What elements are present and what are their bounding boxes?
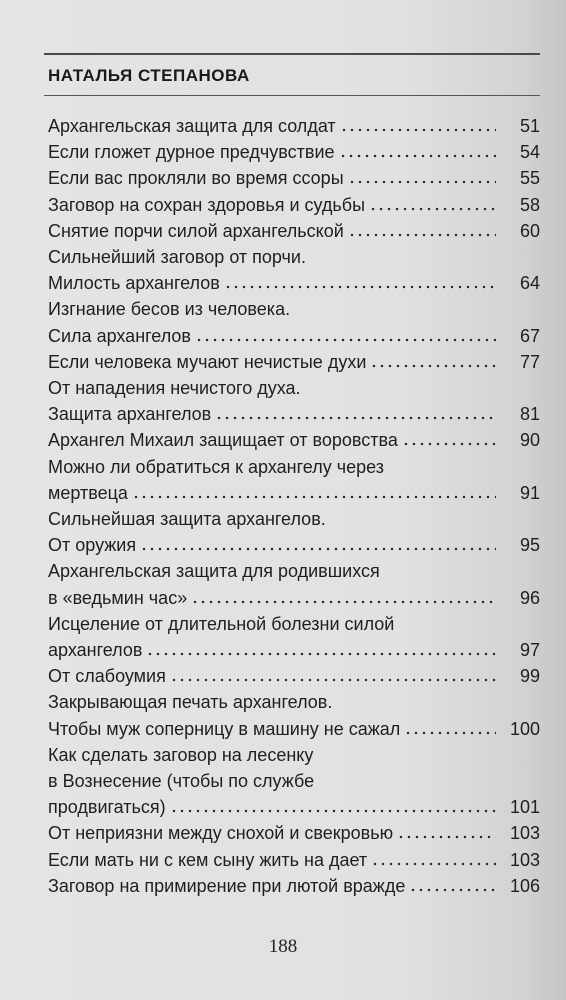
toc-entry-title: Если мать ни с кем сыну жить на дает <box>48 849 368 870</box>
toc-entry <box>48 532 540 558</box>
toc-entry <box>48 218 540 244</box>
toc-page-number: 106 <box>509 875 540 896</box>
toc-entry-line <box>48 349 540 375</box>
toc-entry <box>48 820 540 846</box>
toc-page-number: 67 <box>519 325 540 346</box>
toc-page-number: 51 <box>519 116 540 136</box>
toc-entry <box>48 113 540 139</box>
toc-entry <box>48 139 540 165</box>
dot-leader <box>348 166 496 184</box>
toc-entry-title: Снятие порчи силой архангельской <box>48 220 344 241</box>
toc-entry-line <box>48 506 540 532</box>
toc-entry-line <box>48 113 540 139</box>
dot-leader <box>339 140 496 158</box>
toc-entry-line <box>48 611 540 637</box>
toc-entry-title: мертвеца <box>48 482 128 503</box>
toc-page-number: 103 <box>509 823 540 844</box>
toc-entry-line <box>48 165 540 191</box>
toc-entry <box>48 296 540 322</box>
toc-entry <box>48 742 540 821</box>
toc-entry-line <box>48 192 540 218</box>
page-number: 188 <box>268 936 298 957</box>
toc-entry <box>48 454 540 506</box>
toc-entry-line <box>48 768 540 794</box>
toc-entry-title: Если вас прокляли во время ссоры <box>48 168 344 189</box>
toc-page-number: 64 <box>519 273 540 294</box>
toc-entry-title: Как сделать заговор на лесенку <box>48 744 314 765</box>
toc-entry <box>48 873 540 899</box>
toc-entry-title: Заговор на сохран здоровья и судьбы <box>48 194 366 215</box>
toc-entry-title: От неприязни между снохой и свекровью <box>48 823 394 844</box>
toc-entry-title: Сильнейший заговор от порчи. <box>48 247 306 268</box>
toc-entry-line <box>48 454 540 480</box>
toc-entry-line <box>48 873 540 899</box>
toc-entry-line <box>48 794 540 820</box>
toc-page-number: 101 <box>509 797 540 818</box>
toc-entry-line <box>48 532 540 558</box>
toc-entry-title: От оружия <box>48 535 137 556</box>
toc-entry <box>48 716 540 742</box>
toc-entry-title: Сила архангелов <box>48 325 191 346</box>
toc-entry-line <box>48 375 540 401</box>
toc-entry <box>48 689 540 715</box>
dot-leader <box>191 586 496 604</box>
toc-entry-title: Сильнейшая защита архангелов. <box>48 509 326 530</box>
toc-entry-title: Архангельская защита для родившихся <box>48 561 380 582</box>
toc-page-number: 97 <box>519 640 540 661</box>
toc-entry-line <box>48 244 540 270</box>
toc-entry-line <box>48 427 540 453</box>
toc-entry <box>48 558 540 610</box>
toc-page-number: 60 <box>519 220 540 241</box>
toc-entry-line <box>48 139 540 165</box>
dot-leader <box>397 821 496 839</box>
toc-entry <box>48 663 540 689</box>
toc-page-number: 91 <box>519 482 540 503</box>
toc-entry-title: Архангел Михаил защищает от воровства <box>48 430 398 451</box>
toc-entry-title: продвигаться) <box>48 797 166 818</box>
toc-entry-line <box>48 663 540 689</box>
toc-entry-title: Архангельская защита для солдат <box>48 116 336 136</box>
dot-leader <box>340 114 496 132</box>
running-header: НАТАЛЬЯ СТЕПАНОВА <box>48 66 250 85</box>
toc-entry-line <box>48 847 540 873</box>
toc-entry <box>48 375 540 401</box>
toc-page-number: 58 <box>519 194 540 215</box>
toc-entry-title: Милость архангелов <box>48 273 220 294</box>
toc-entry-title: От нападения нечистого духа. <box>48 378 301 399</box>
toc-entry-title: Если гложет дурное предчувствие <box>48 142 335 163</box>
dot-leader <box>224 271 496 289</box>
toc-entry-line <box>48 218 540 244</box>
toc-entry-line <box>48 558 540 584</box>
toc-entry-line <box>48 401 540 427</box>
dot-leader <box>369 193 496 211</box>
toc-page-number: 103 <box>509 849 540 870</box>
toc-entry <box>48 506 540 532</box>
toc-page-number: 90 <box>519 430 540 451</box>
toc-entry-title: Изгнание бесов из человека. <box>48 299 291 320</box>
toc-entry-title: Исцеление от длительной болезни силой <box>48 613 395 634</box>
toc-entry <box>48 323 540 349</box>
dot-leader <box>195 324 496 342</box>
toc-page-number: 95 <box>519 535 540 556</box>
toc-page-number: 99 <box>519 666 540 687</box>
header-rule <box>44 95 540 96</box>
dot-leader <box>409 874 496 892</box>
dot-leader <box>348 219 496 237</box>
toc-entry <box>48 192 540 218</box>
toc-entry-line <box>48 689 540 715</box>
toc-entry-line <box>48 716 540 742</box>
toc-entry-title: Чтобы муж соперницу в машину не сажал <box>48 718 401 739</box>
dot-leader <box>371 848 496 866</box>
toc-entry-title: Если человека мучают нечистые духи <box>48 351 367 372</box>
toc-entry-line <box>48 742 540 768</box>
toc-entry-line <box>48 296 540 322</box>
top-rule <box>44 53 540 55</box>
toc-page-number: 81 <box>519 404 540 425</box>
toc-entry-line <box>48 820 540 846</box>
toc-entry-title: в Вознесение (чтобы по службе <box>48 771 315 792</box>
toc-entry-title: Защита архангелов <box>48 404 212 425</box>
toc-entry-title: в «ведьмин час» <box>48 587 188 608</box>
dot-leader <box>170 664 496 682</box>
dot-leader <box>370 350 496 368</box>
dot-leader <box>215 402 496 420</box>
dot-leader <box>170 795 496 813</box>
toc-entry <box>48 244 540 270</box>
dot-leader <box>146 638 496 656</box>
toc-entry-line <box>48 270 540 296</box>
dot-leader <box>132 481 496 499</box>
toc-entry-title: От слабоумия <box>48 666 166 687</box>
toc-entry-title: Закрывающая печать архангелов. <box>48 692 333 713</box>
toc-page-number: 54 <box>519 142 540 163</box>
toc-entry <box>48 401 540 427</box>
toc-entry <box>48 165 540 191</box>
toc-entry-line <box>48 480 540 506</box>
dot-leader <box>402 428 496 446</box>
toc-page-number: 96 <box>519 587 540 608</box>
toc-page-number: 77 <box>519 351 540 372</box>
toc-entry-line <box>48 585 540 611</box>
toc-entry-line <box>48 637 540 663</box>
toc-entry-title: Заговор на примирение при лютой вражде <box>48 875 406 896</box>
toc-entry <box>48 349 540 375</box>
toc-entry <box>48 611 540 663</box>
dot-leader <box>404 717 496 735</box>
toc-page-number: 100 <box>509 718 540 739</box>
table-of-contents <box>48 113 540 899</box>
toc-entry <box>48 270 540 296</box>
toc-entry <box>48 427 540 453</box>
toc-entry-line <box>48 323 540 349</box>
toc-entry <box>48 847 540 873</box>
dot-leader <box>140 533 496 551</box>
toc-entry-title: архангелов <box>48 640 143 661</box>
toc-entry-title: Можно ли обратиться к архангелу через <box>48 456 384 477</box>
toc-page-number: 55 <box>519 168 540 189</box>
